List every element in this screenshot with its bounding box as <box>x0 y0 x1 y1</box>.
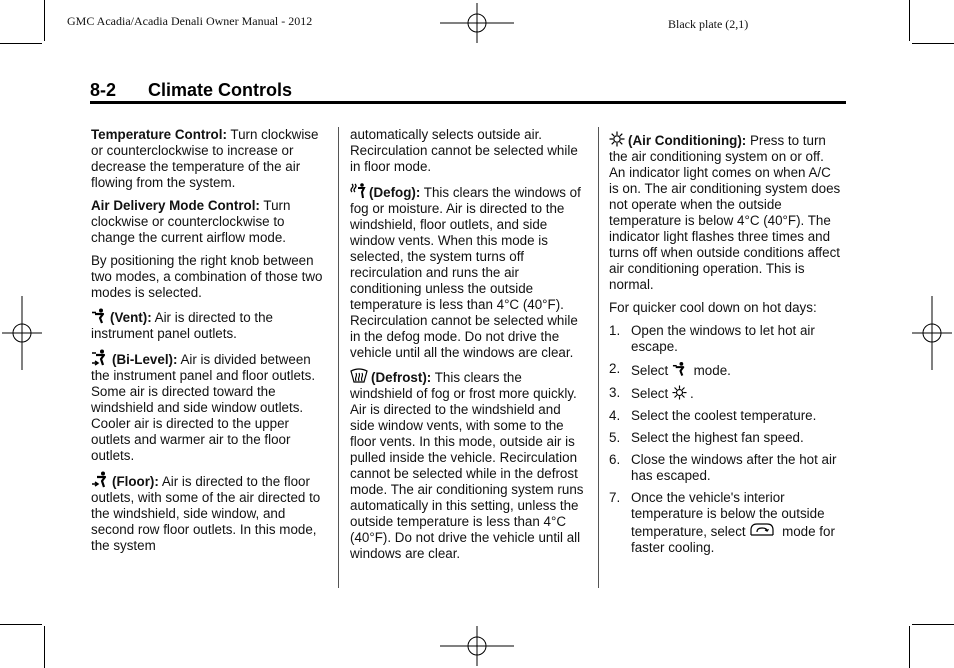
step-text: Select the highest fan speed. <box>631 430 804 445</box>
step-text: Once the vehicle's interior temperature is below the outside temperature, select <box>631 490 825 539</box>
plate-label: Black plate (2,1) <box>668 17 749 31</box>
registration-mark-icon <box>2 296 42 370</box>
defog-mode-icon <box>350 182 366 199</box>
step-text-end: . <box>689 386 694 401</box>
step-text-end: mode. <box>689 363 731 378</box>
column-2 <box>350 127 584 569</box>
step-number: 5. <box>609 430 621 445</box>
term-air-delivery: Air Delivery Mode Control: <box>91 198 260 213</box>
paragraph-vent <box>91 308 325 342</box>
list-item <box>609 361 843 379</box>
step-number: 1. <box>609 323 621 338</box>
air-conditioning-icon <box>609 131 625 147</box>
column-1 <box>91 127 325 561</box>
heading-rule <box>90 101 846 104</box>
step-text: Select <box>631 386 672 401</box>
paragraph-defog <box>350 182 584 361</box>
term-bilevel: (Bi-Level): <box>112 352 178 367</box>
paragraph-floor-continued: automatically selects outside air. Recirculation cannot be selected while in floor mode. <box>350 127 578 174</box>
step-text: Select the coolest temperature. <box>631 408 817 423</box>
step-text-end: mode for faster cooling. <box>631 524 835 555</box>
recirculation-icon <box>749 522 775 538</box>
page-number: 8-2 <box>90 80 117 100</box>
text-vent: Air is directed to the instrument panel outlets. <box>91 310 273 341</box>
defrost-icon <box>350 368 368 384</box>
vent-mode-icon <box>91 308 107 324</box>
crop-mark <box>912 43 954 44</box>
text-air-conditioning: Press to turn the air conditioning system on or off. An indicator light comes on when A/C is on. The air conditioning system does not operate when the outside temperature is below 4°C (40°F). The indicator light flashes three times and turns off when outside conditions affect air conditioning operation. This is normal. <box>609 133 841 292</box>
term-temperature-control: Temperature Control: <box>91 127 227 142</box>
term-vent: (Vent): <box>110 310 152 325</box>
column-3 <box>609 131 843 562</box>
column-divider <box>598 127 599 588</box>
vent-mode-icon <box>672 361 687 377</box>
list-item <box>609 490 843 556</box>
text-air-delivery: Turn clockwise or counterclockwise to change the current airflow mode. <box>91 198 291 245</box>
plate-title: GMC Acadia/Acadia Denali Owner Manual - 2012 <box>67 14 313 28</box>
step-number: 6. <box>609 452 621 467</box>
list-item <box>609 408 843 424</box>
column-divider <box>338 127 339 588</box>
paragraph-temperature-control <box>91 127 325 191</box>
list-item <box>609 385 843 402</box>
section-heading <box>90 80 846 102</box>
paragraph-defrost <box>350 368 584 562</box>
term-defrost: (Defrost): <box>371 370 432 385</box>
crop-mark <box>44 0 45 41</box>
page-title: Climate Controls <box>148 80 293 100</box>
paragraph-knob-position: By positioning the right knob between two modes, a combination of those two modes is selected. <box>91 253 323 300</box>
crop-mark <box>909 626 910 668</box>
paragraph-bilevel <box>91 349 325 464</box>
paragraph-air-delivery <box>91 198 325 246</box>
step-number: 7. <box>609 490 621 505</box>
bilevel-mode-icon <box>91 349 109 366</box>
text-defrost: This clears the windshield of fog or frost more quickly. Air is directed to the windshield and side window vents, with some to the floor vents. In this mode, outside air is pulled inside the vehicle. Recirculation cannot be selected while in the defrost mode. The air conditioning system runs automatically in this setting, unless the outside temperature is less than 4°C (40°F). Do not drive the vehicle until all windows are clear. <box>350 370 584 561</box>
registration-mark-icon <box>440 3 514 43</box>
list-item <box>609 323 843 355</box>
crop-mark <box>909 0 910 41</box>
air-conditioning-icon <box>672 385 687 400</box>
text-bilevel: Air is divided between the instrument panel and floor outlets. Some air is directed toward the windshield and side window outlets. Cooler air is directed to the upper outlets and warmer air to the floor outlets. <box>91 352 316 463</box>
registration-mark-icon <box>440 626 514 666</box>
term-air-conditioning: (Air Conditioning): <box>628 133 747 148</box>
crop-mark <box>0 624 42 625</box>
paragraph-air-conditioning <box>609 131 843 293</box>
quick-cool-steps <box>609 323 843 556</box>
step-number: 4. <box>609 408 621 423</box>
floor-mode-icon <box>91 471 109 488</box>
term-floor: (Floor): <box>112 474 159 489</box>
step-text: Select <box>631 363 672 378</box>
text-temperature-control: Turn clockwise or counterclockwise to increase or decrease the temperature of the air flowing from the system. <box>91 127 319 190</box>
list-item <box>609 452 843 484</box>
term-defog: (Defog): <box>369 185 421 200</box>
crop-mark <box>44 626 45 668</box>
step-number: 2. <box>609 361 621 376</box>
step-text: Open the windows to let hot air escape. <box>631 323 815 354</box>
paragraph-quick-cool-intro: For quicker cool down on hot days: <box>609 300 817 315</box>
step-number: 3. <box>609 385 621 400</box>
crop-mark <box>912 624 954 625</box>
list-item <box>609 430 843 446</box>
text-defog: This clears the windows of fog or moisture. Air is directed to the windshield, floor outlets, and side window vents. When this mode is selected, the system turns off recirculation and runs the air conditioning unless the outside temperature is less than 4°C (40°F). Recirculation cannot be selected while in the defog mode. Do not drive the vehicle until all the windows are clear. <box>350 185 581 360</box>
registration-mark-icon <box>912 296 952 370</box>
text-floor: Air is directed to the floor outlets, with some of the air directed to the windshield, side window, and second row floor outlets. In this mode, the system <box>91 474 321 553</box>
step-text: Close the windows after the hot air has escaped. <box>631 452 837 483</box>
crop-mark <box>0 43 42 44</box>
paragraph-floor <box>91 471 325 554</box>
